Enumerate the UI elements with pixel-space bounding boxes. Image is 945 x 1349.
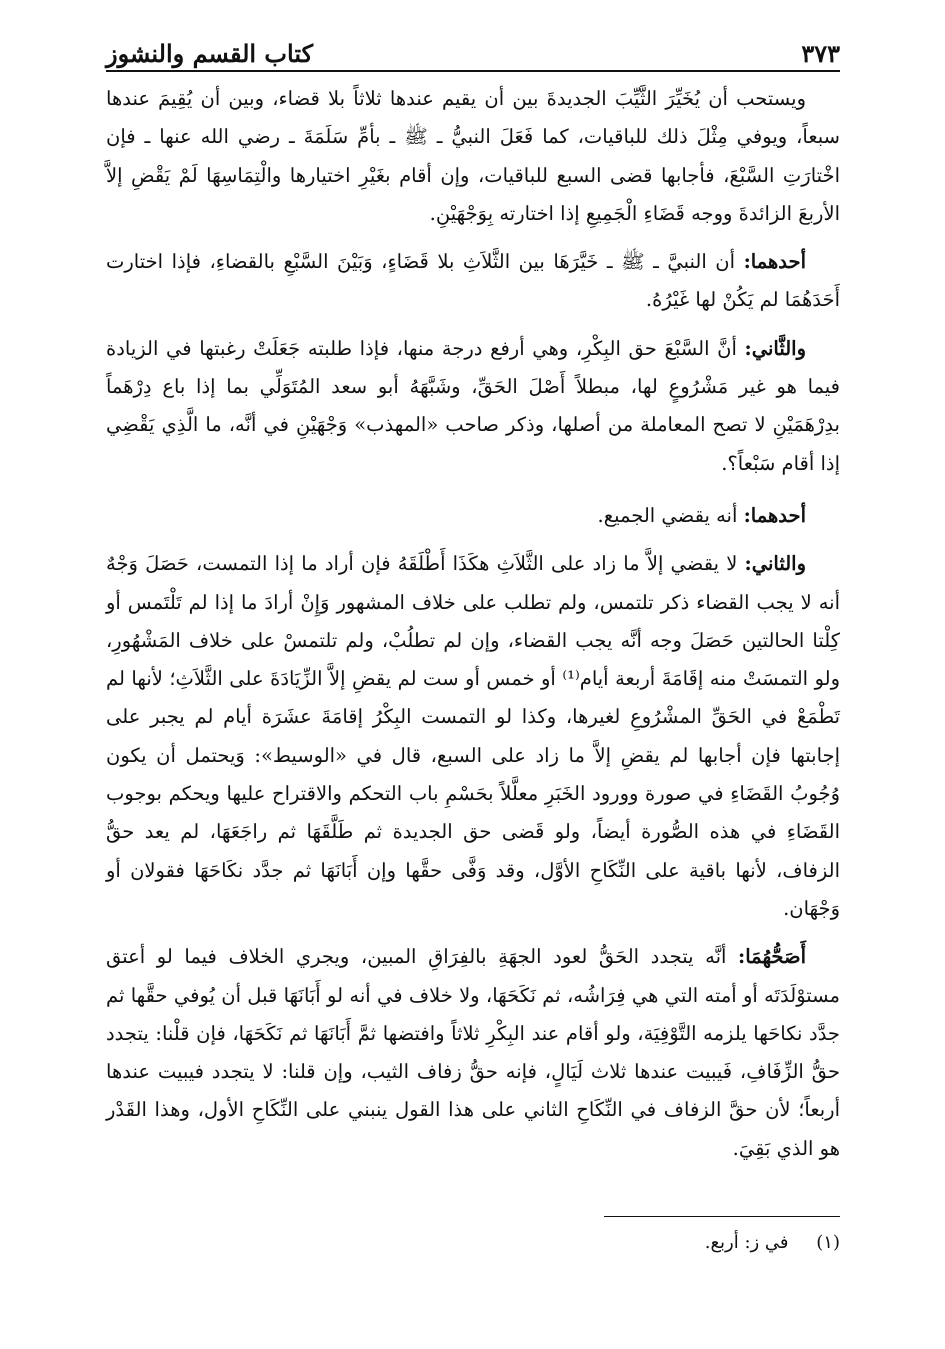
- paragraph-sounder-view: [106, 938, 840, 1168]
- paragraph-lead: والثاني:: [744, 552, 807, 576]
- footnote-text: في ز: أربع.: [704, 1232, 789, 1253]
- paragraph-text: أنه يقضي الجميع.: [597, 503, 738, 527]
- paragraph-text: أن النبيَّ ـ ﷺ ـ خَيَّرَهَا بين الثَّلاَثِ بلا قَضَاءٍ، وَبَيْنَ السَّبْعِ بالقضاءِ، فإذا اختارت أَحَدَهُمَا لم يَكُنْ لها غَيْرُهُ.: [106, 250, 840, 312]
- paragraph-text: لا يقضي إلاَّ ما زاد على الثَّلاَثِ هكَذَا أَطْلَقَهُ فإن أراد ما إذا التمست، حَصَلَ وَجْهٌ أنه لا يجب القضاء ذكر تلتمس، ولم تطلب على خلاف المشهور وَإِنْ أرادَ ما إذا لم تَلْتَمس أو كِلْتا الحالتين حَصَلَ وجه أنَّه يجب القضاء، وإن لم تطلُبْ، ولم تلتمسْ على خلاف المَشْهُورِ، ولو التمسَتْ منه إقَامَةَ أربعة أيام⁽¹⁾ أو خمس أو ست لم يقضِ إلاَّ الزِّيَادَةَ على الثَّلاَثِ؛ لأنها لم تَطْمَعْ في الحَقِّ المشْرُوعِ لغيرها، وكذا لو التمست البِكْرُ إقامَةَ عشَرَة أيام لم يجبر على إجابتها فإن أجابها لم يقضِ إلاَّ ما زاد على السبع، قال في «الوسيط»: وَيحتمل أن يكون وُجُوبُ القَضَاءِ في صورة وورود الخَبَرِ معلَّلاً بحَسْمِ باب التحكم والاقتراح عليها ويحكم بوجوب القَضَاءِ في هذه الصُّورة أيضاً، ولو قَضى حق الجديدة ثم طَلَّقَهَا ثم راجَعَهَا، لم يعد حقُّ الزفاف، لأنها باقية على النِّكَاحِ الأوَّل، وقد وَفَّى حقَّها وإن أَبَانَهَا ثم جدَّد نكَاحَهَا فقولان أو وَجْهَان.: [106, 552, 840, 920]
- paragraph-intro: [106, 80, 840, 233]
- paragraph-second-reason: [106, 330, 840, 483]
- paragraph-text: أنَّ السَّبْعَ حق البِكْرِ، وهي أرفع درجة منها، فإذا طلبته جَعَلَتْ رغبتها في الزيادة فيما هو غير مَشْرُوعٍ لها، مبطلاً أَصْلَ الحَقِّ، وشَبَّهَهُ أبو سعد المُتَوَلِّي بما إذا باع دِرْهَماً بدِرْهَمَيْنِ لا تصح المعاملة من أصلها، وذكر صاحب «المهذب» وَجْهَيْنِ في أنَّه، ما الَّذِي يَقْضِي إذا أقام سَبْعاً؟.: [106, 336, 840, 475]
- paragraph-lead: أَصَحُّهُمَا:: [738, 945, 806, 969]
- paragraph-lead: أحدهما:: [743, 250, 806, 274]
- paragraph-lead: والثَّاني:: [744, 336, 806, 360]
- footnote-rule: [604, 1216, 840, 1217]
- paragraph-lead: أحدهما:: [743, 503, 806, 527]
- running-title: كتاب القسم والنشوز: [106, 39, 313, 68]
- main-text: [106, 80, 840, 1178]
- paragraph-text: ويستحب أن يُخَيِّرَ الثَّيِّبَ الجديدةَ بين أن يقيم عندها ثلاثاً بلا قضاء، وبين أن يُقِيمَ عندها سبعاً، ويوفي مِثْلَ ذلك للباقيات، كما فَعَلَ النبيُّ ـ ﷺ ـ بأمِّ سَلَمَةَ ـ رضي الله عنها ـ فإن اخْتارَتِ السَّبْعَ، فأجابها قضى السبع للباقيات، وإن أقام بغَيْرِ اختيارها والْتِمَاسِهَا لَمْ يَقْضِ إلاَّ الأربعَ الزائدةَ ووجه قَضَاءِ الْجَمِيعِ إذا اختارته بِوَجْهَيْنِ.: [106, 87, 840, 225]
- paragraph-text: أنَّه يتجدد الحَقُّ لعود الجهَةِ بالفِرَاقِ المبين، ويجري الخلاف فيما لو أعتق مستوْلَدَتَه أو أمته التي هي فِرَاشُه، ثم نَكَحَهَا، ولا خلاف في أنه لو أَبَانَهَا قبل أن يُوفي حقَّها ثم جدَّد نكاحَها يلزمه التَّوْفِيَة، ولو أقام عند البِكْرِ ثلاثاً وافتضها ثمَّ أَبَانَهَا ثم نَكَحَهَا، فإن قلْنا: يتجدد حقُّ الزِّفَافِ، فَيبيت عندها ثلاث لَيَالٍ، فإنه حقُّ زفاف الثيب، وإن قلنا: لا يتجدد فيبيت عندها أربعاً؛ لأن حقَّ الزفاف في النِّكَاحِ الثاني على هذا القول ينبني على النِّكَاحِ الأول، وهذا القَدْر هو الذي بَقِيَ.: [106, 945, 840, 1160]
- header-rule: [106, 70, 840, 72]
- page-number: ٣٧٣: [801, 39, 840, 68]
- paragraph-second-view: [106, 545, 840, 928]
- footnote-marker: (١): [816, 1232, 840, 1253]
- paragraph-first-view: [106, 497, 840, 535]
- paragraph-first-reason: [106, 243, 840, 320]
- footnote: [500, 1228, 840, 1258]
- page-header: [106, 30, 840, 68]
